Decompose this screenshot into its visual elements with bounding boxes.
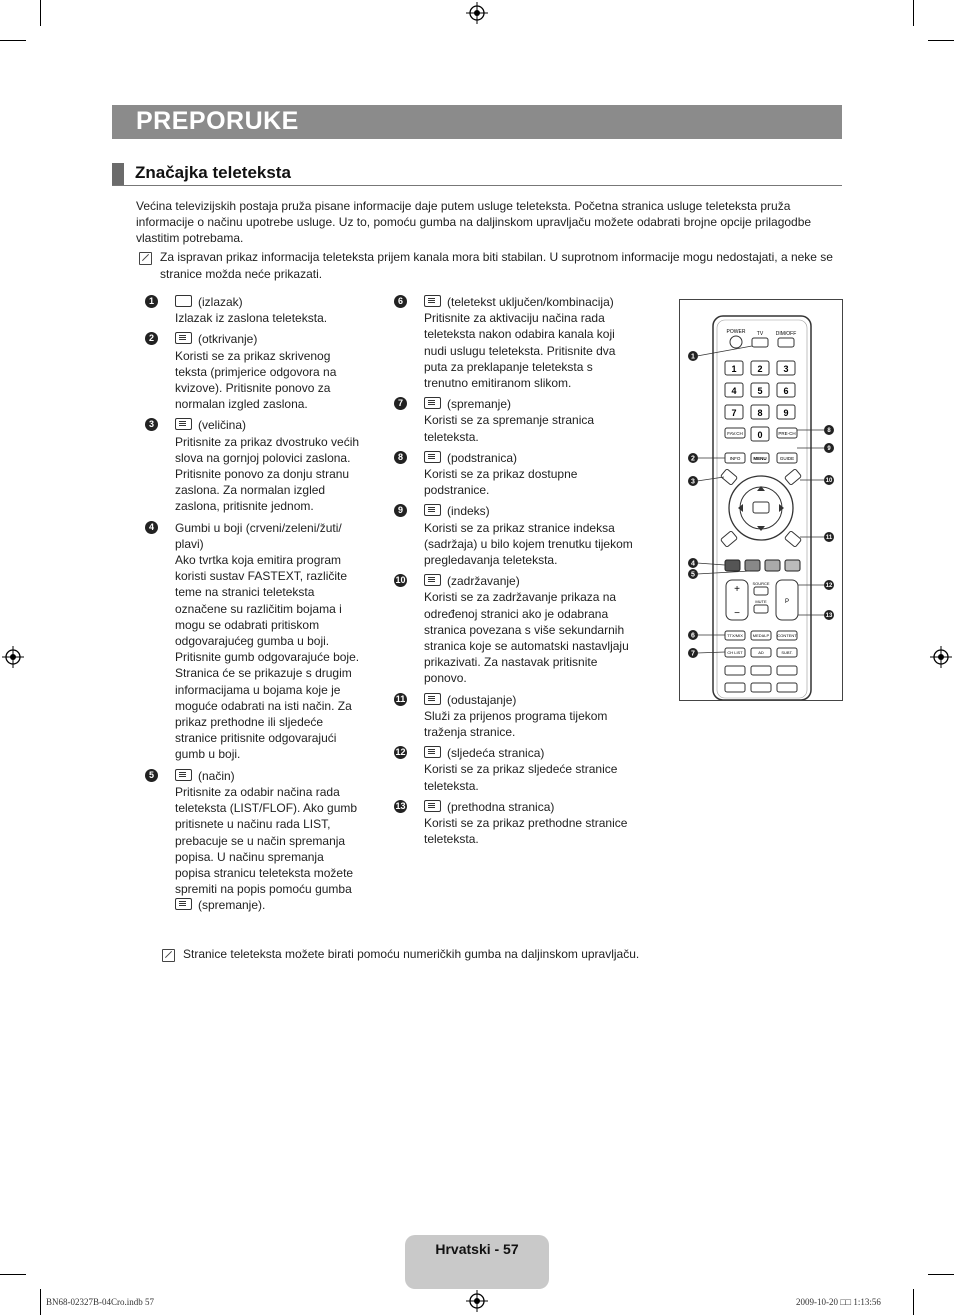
item-label: (podstranica) xyxy=(447,450,518,465)
ch-list-label: CH LIST xyxy=(727,650,743,655)
item-number: 3 xyxy=(145,418,158,431)
item-number: 10 xyxy=(395,575,406,586)
item-label: (otkrivanje) xyxy=(198,332,258,347)
section-marker xyxy=(112,163,124,185)
stop-button xyxy=(777,683,797,692)
menu-label: MENU xyxy=(753,456,767,461)
power-label: POWER xyxy=(726,329,746,335)
item-label: (indeks) xyxy=(447,504,490,519)
prev-page-key-icon xyxy=(424,800,441,812)
crop-mark xyxy=(0,40,26,41)
item-label: (način) xyxy=(198,768,235,783)
item-label: (veličina) xyxy=(198,418,247,433)
item-number: 5 xyxy=(145,769,158,782)
digit-label: 8 xyxy=(757,408,763,418)
next-page-key-icon xyxy=(424,746,441,758)
digit-label: 6 xyxy=(783,386,789,396)
callout-number: 2 xyxy=(691,455,695,463)
item-number: 8 xyxy=(394,451,407,464)
content-label: CONTENT xyxy=(777,633,797,638)
registration-mark-icon xyxy=(466,1290,488,1312)
right-column xyxy=(394,294,634,853)
callout-number: 1 xyxy=(691,353,695,361)
list-item xyxy=(394,799,634,848)
digit-label: 4 xyxy=(731,386,737,396)
guide-label: GUIDE xyxy=(779,456,795,461)
list-item xyxy=(394,450,634,499)
callout-number: 7 xyxy=(691,650,695,658)
callout-number: 9 xyxy=(827,446,831,452)
item-description: Izlazak iz zaslona teleteksta. xyxy=(175,311,328,326)
source-button xyxy=(754,587,768,595)
item-description: Koristi se za prikaz stranice indeksa (sadržaja) u bilo kojem trenutku tijekom pregledavanja teleteksta. xyxy=(424,520,633,568)
remote-illustration xyxy=(679,299,843,701)
forward-button xyxy=(777,666,797,675)
callout-number: 11 xyxy=(825,535,833,541)
mute-label: MUTE xyxy=(755,599,767,604)
digit-label: 1 xyxy=(731,364,737,374)
item-number: 9 xyxy=(394,504,407,517)
item-description: Koristi se za prikaz dostupne podstranice. xyxy=(424,467,578,498)
source-label: SOURCE xyxy=(752,581,770,586)
tv-button xyxy=(752,338,768,347)
chapter-banner xyxy=(112,105,842,139)
fav-ch-label: FAV.CH xyxy=(727,431,743,436)
item-description: Pritisnite za prikaz dvostruko većih slova na gornjoj polovici zaslona. Pritisnite ponovo za donju stranu zaslona. Za normalan izgled zaslona, pritisnite jednom. xyxy=(175,434,360,514)
item-label: (prethodna stranica) xyxy=(447,799,555,814)
item-label: (zadržavanje) xyxy=(447,574,520,589)
teletext-mix-key-icon xyxy=(424,295,441,307)
pre-ch-label: PRE-CH xyxy=(778,431,796,436)
item-number: 1 xyxy=(145,295,158,308)
digit-label: 2 xyxy=(757,364,763,374)
size-key-icon xyxy=(175,418,192,430)
dim-button xyxy=(778,338,794,347)
item-number: 6 xyxy=(394,295,407,308)
item-label: (teletekst uključen/kombinacija) xyxy=(447,295,614,309)
list-item xyxy=(145,768,360,914)
page-number: Hrvatski - 57 xyxy=(435,1241,519,1257)
intro-paragraph: Većina televizijskih postaja pruža pisane informacije daje putem usluge teleteksta. Početna stranica usluge teleteksta pruža informacije o načinu upotrebe usluge. Uz to, pomoću gumba na daljinskom upravljaču možete odabrati brojne opcije prilagodbe vlastitim potrebama. xyxy=(136,199,812,245)
mode-key-icon xyxy=(175,769,192,781)
zero-label: 0 xyxy=(757,430,763,440)
list-item xyxy=(145,294,360,326)
item-description: Koristi se za prikaz sljedeće stranice teleteksta. xyxy=(424,762,618,793)
remote-control-diagram xyxy=(680,300,842,700)
green-button xyxy=(745,560,760,571)
note-icon xyxy=(139,252,152,265)
item-description: Ako tvrtka koja emitira program koristi sustav FASTEXT, različite teme na stranici teleteksta označene su različitim bojama i mogu se odabrati pritiskom odgovarajućeg gumba u boji. Pritisnite gumb odgovarajuće boje. Stranica će se prikazuje s drugim informacijama u bojama koje je moguće odabrati na isti način. Za prikaz prethodne ili sljedeće stranice pritisnite odgovarajući gumb u boji. xyxy=(175,553,360,762)
print-info-left: BN68-02327B-04Cro.indb 57 xyxy=(46,1297,154,1307)
item-number: 12 xyxy=(395,747,406,758)
item-description: Pritisnite za aktivaciju načina rada teleteksta nakon odabira kanala koji nudi uslugu teleteksta. Pritisnite dva puta za preklapanje teleteksta s trenutno emitiranom slikom. xyxy=(424,311,616,391)
list-item xyxy=(145,520,360,763)
list-item xyxy=(145,331,360,412)
section-divider xyxy=(112,185,842,186)
volume-up-icon: + xyxy=(734,584,740,595)
note-text: Stranice teleteksta možete birati pomoću numeričkih gumba na daljinskom upravljaču. xyxy=(183,947,640,961)
info-label: INFO xyxy=(729,456,741,461)
ad-label: AD xyxy=(758,650,764,655)
callout-number: 4 xyxy=(691,560,695,568)
media-p-label: MEDIA.P xyxy=(752,633,770,638)
item-label: Gumbi u boji (crveni/zeleni/žuti/ plavi) xyxy=(175,520,342,551)
blue-button xyxy=(785,560,800,571)
registration-mark-icon xyxy=(466,2,488,24)
digit-label: 9 xyxy=(783,408,789,418)
callout-number: 5 xyxy=(691,571,695,579)
crop-mark xyxy=(40,1289,41,1315)
list-item xyxy=(394,573,634,686)
item-description xyxy=(175,784,360,914)
note-icon xyxy=(162,949,175,962)
yellow-button xyxy=(765,560,780,571)
digit-label: 5 xyxy=(757,386,763,396)
registration-mark-icon xyxy=(930,646,952,668)
item-label: (odustajanje) xyxy=(447,692,517,707)
item-label: (spremanje) xyxy=(447,397,512,412)
callout-number: 13 xyxy=(825,613,833,619)
store-key-icon xyxy=(424,397,441,409)
digit-label: 7 xyxy=(731,408,737,418)
index-key-icon xyxy=(424,504,441,516)
mute-button xyxy=(754,605,768,613)
left-column xyxy=(145,294,360,919)
section-title: Značajka teleteksta xyxy=(135,163,291,182)
subpage-key-icon xyxy=(424,451,441,463)
list-item xyxy=(145,417,360,514)
note-text: Za ispravan prikaz informacija teleteksta prijem kanala mora biti stabilan. U suprotnom informacije mogu nedostajati, a neke se stranice možda neće prikazati. xyxy=(160,250,833,281)
item-number: 11 xyxy=(395,693,406,704)
list-item xyxy=(394,294,634,391)
crop-mark xyxy=(40,0,41,26)
callout-number: 6 xyxy=(691,632,695,640)
page-number-tab xyxy=(405,1235,549,1289)
list-item xyxy=(394,396,634,445)
item-description: Služi za prijenos programa tijekom traženja stranice. xyxy=(424,708,608,740)
print-info-right: 2009-10-20 □□ 1:13:56 xyxy=(796,1297,881,1307)
play-button xyxy=(751,683,771,692)
pause-button xyxy=(751,666,771,675)
item-description: Koristi se za spremanje stranica teleteksta. xyxy=(424,413,595,444)
chapter-title: PREPORUKE xyxy=(136,107,299,135)
record-button xyxy=(725,683,745,692)
tv-label: TV xyxy=(756,331,764,337)
item-number: 2 xyxy=(145,332,158,345)
rewind-button xyxy=(725,666,745,675)
reveal-key-icon xyxy=(175,332,192,344)
hold-key-icon xyxy=(424,574,441,586)
crop-mark xyxy=(913,1289,914,1315)
list-item xyxy=(394,745,634,794)
list-item xyxy=(394,692,634,741)
item-label: (izlazak) xyxy=(198,295,243,309)
store-key-icon xyxy=(175,898,192,910)
dim-label: DIM/OFF xyxy=(775,331,797,337)
crop-mark xyxy=(913,0,914,26)
volume-down-icon: − xyxy=(734,608,740,619)
callout-number: 12 xyxy=(825,583,833,589)
list-item xyxy=(394,503,634,568)
item-description-tail: (spremanje). xyxy=(198,898,266,913)
subt-label: SUBT. xyxy=(781,650,793,655)
callout-number: 10 xyxy=(825,478,833,484)
cancel-key-icon xyxy=(424,693,441,705)
callout-number: 8 xyxy=(827,428,831,434)
item-number: 13 xyxy=(395,800,406,811)
item-description: Koristi se za prikaz skrivenog teksta (primjerice odgovora na kvizove). Pritisnite ponovo za normalan izgled zaslona. xyxy=(175,348,337,412)
callout-number: 3 xyxy=(691,478,695,486)
power-button xyxy=(730,336,742,348)
exit-key-icon xyxy=(175,295,192,307)
digit-label: 3 xyxy=(783,364,789,374)
crop-mark xyxy=(928,1274,954,1275)
red-button xyxy=(725,560,740,571)
item-label: (sljedeća stranica) xyxy=(447,746,545,761)
item-number: 7 xyxy=(394,397,407,410)
item-description: Koristi se za zadržavanje prikaza na određenoj stranici ako je odabrana stranica povezana s više sekundarnih stranica koje se automatski nastavljaju prikazivati. Za nastavak pritisnite ponovo. xyxy=(424,590,629,686)
item-description: Koristi se za prikaz prethodne stranice teleteksta. xyxy=(424,816,628,847)
channel-label: P xyxy=(784,599,790,605)
registration-mark-icon xyxy=(2,646,24,668)
item-number: 4 xyxy=(145,521,158,534)
crop-mark xyxy=(0,1274,26,1275)
crop-mark xyxy=(928,40,954,41)
ttx-mix-label: TTX/MIX xyxy=(727,633,743,638)
item-description-main: Pritisnite za odabir načina rada teleteksta (LIST/FLOF). Ako gumb pritisnete u načinu rada LIST, prebacuje se u način spremanja popisa. U načinu spremanja popisa stranicu teleteksta možete spremiti na popis pomoću gumba xyxy=(175,784,358,897)
dpad-enter xyxy=(753,502,769,513)
